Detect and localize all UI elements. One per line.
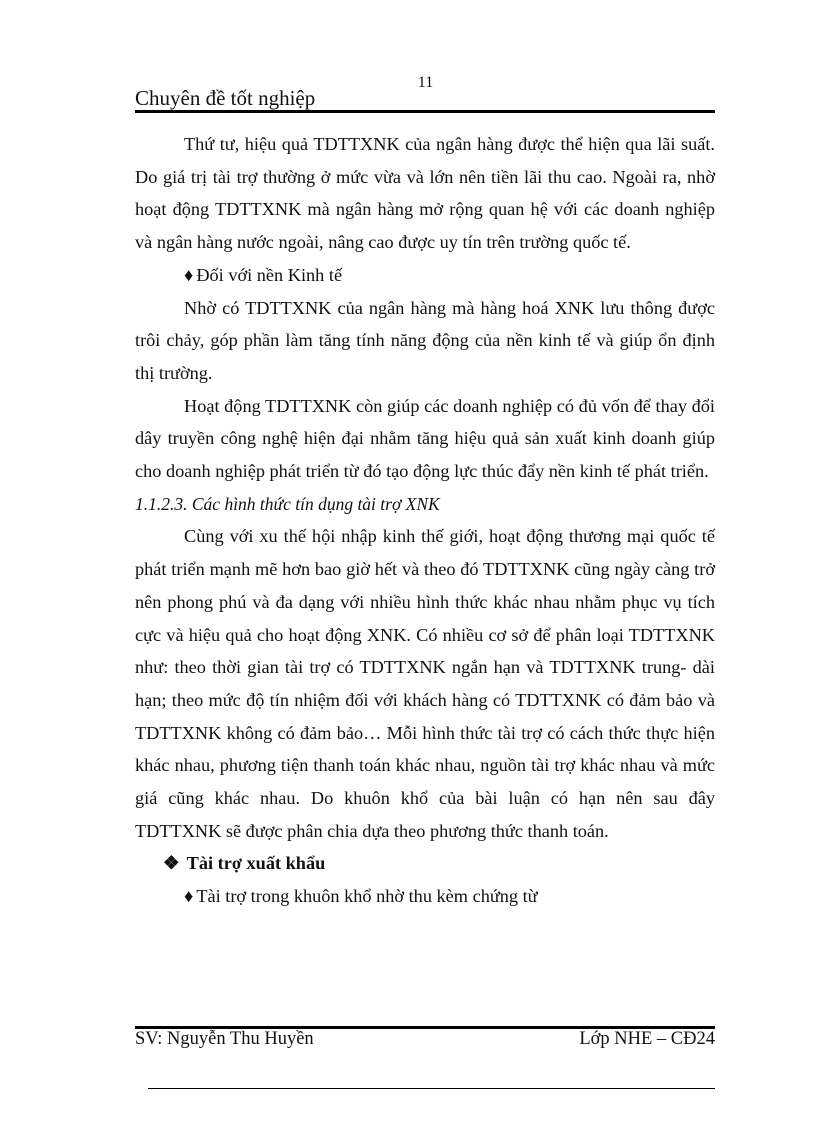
diamond-bullet-icon: ♦ [184,886,194,907]
paragraph-technology: Hoạt động TDTTXNK còn giúp các doanh nghiệp có đủ vốn để thay đổi dây truyền công nghệ hiện đại nhằm tăng hiệu quả sản xuất kinh doanh giúp cho doanh nghiệp phát triển từ đó tạo động lực thúc đẩy nền kinh tế phát triển. [135,395,715,482]
bottom-line [148,1088,715,1089]
bullet-collection-label: Tài trợ trong khuôn khổ nhờ thu kèm chứng từ [196,886,538,907]
footer-class: Lớp NHE – CĐ24 [579,1029,715,1049]
footer-student: SV: Nguyễn Thu Huyền [135,1029,314,1049]
section-heading: 1.1.2.3. Các hình thức tín dụng tài trợ XNK [135,493,440,514]
bullet-economy-label: Đối với nền Kinh tế [196,264,343,285]
header-rule [135,110,715,113]
export-finance-heading [163,847,715,880]
document-body [135,128,715,913]
page-number: 11 [417,74,434,91]
clover-bullet-icon: ❖ [163,853,180,874]
bullet-economy [135,259,715,292]
paragraph-efficiency: Thứ tư, hiệu quả TDTTXNK của ngân hàng được thể hiện qua lãi suất. Do giá trị tài trợ thường ở mức vừa và lớn nên tiền lãi thu cao. Ngoài ra, nhờ hoạt động TDTTXNK mà ngân hàng mở rộng quan hệ với các doanh nghiệp và ngân hàng nước ngoài, nâng cao được uy tín trên trường quốc tế. [135,134,715,253]
export-finance-label: Tài trợ xuất khẩu [186,853,326,874]
paragraph-circulation: Nhờ có TDTTXNK của ngân hàng mà hàng hoá XNK lưu thông được trôi chảy, góp phần làm tăng tính năng động của nền kinh tế và giúp ổn định thị trường. [135,297,715,383]
header-title: Chuyên đề tốt nghiệp [135,86,316,110]
bullet-collection [135,880,715,913]
diamond-bullet-icon: ♦ [184,264,194,285]
paragraph-forms: Cùng với xu thế hội nhập kinh thế giới, hoạt động thương mại quốc tế phát triển mạnh mẽ hơn bao giờ hết và theo đó TDTTXNK cũng ngày càng trở nên phong phú và đa dạng với nhiều hình thức khác nhau nhằm phục vụ tích cực và hiệu quả cho hoạt động XNK. Có nhiều cơ sở để phân loại TDTTXNK như: theo thời gian tài trợ có TDTTXNK ngắn hạn và TDTTXNK trung- dài hạn; theo mức độ tín nhiệm đối với khách hàng có TDTTXNK có đảm bảo và TDTTXNK không có đảm bảo… Mỗi hình thức tài trợ có cách thức thực hiện khác nhau, phương tiện thanh toán khác nhau, nguồn tài trợ khác nhau và mức giá cũng khác nhau. Do khuôn khổ của bài luận có hạn nên sau đây TDTTXNK sẽ được phân chia dựa theo phương thức thanh toán. [135,526,715,841]
